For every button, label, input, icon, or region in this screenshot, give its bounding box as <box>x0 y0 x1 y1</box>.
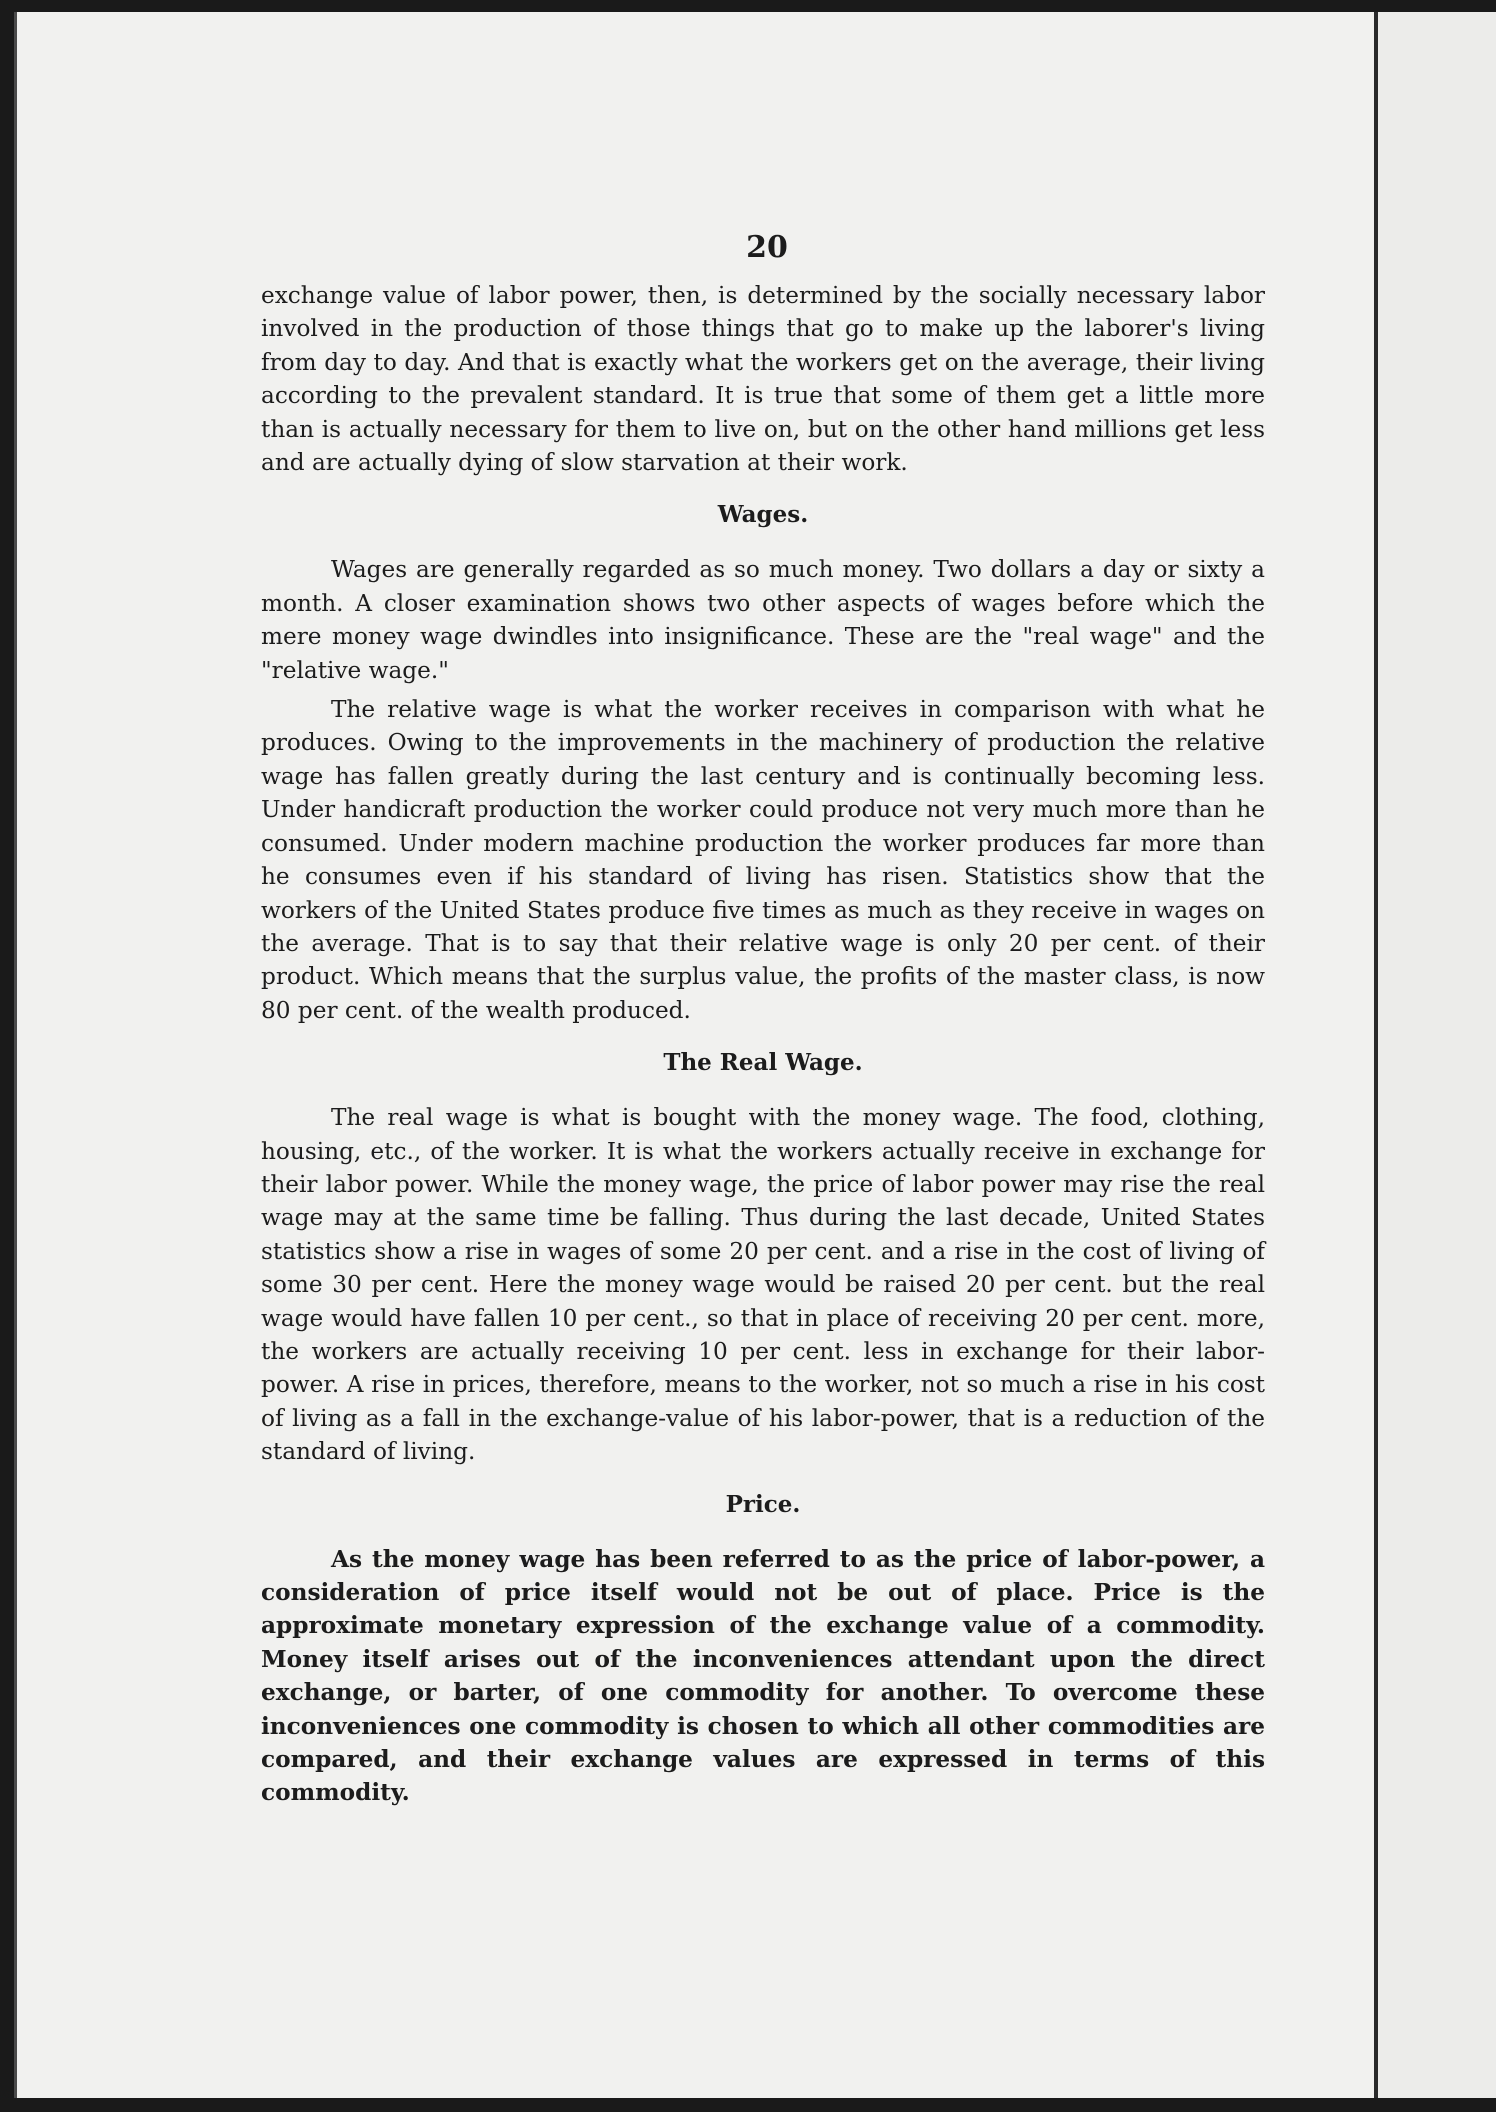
paragraph-price: As the money wage has been referred to as the price of labor-power, a consideration of price itself would not be out of place. Price is the approximate monetary expression of the exchange value of a commodity. Money itself arises out of the inconveniences attendant upon the direct exchange, or barter, of one commodity for another. To overcome these inconveniences one commodity is chosen to which all other commodities are compared, and their exchange values are expressed in terms of this commodity. <box>261 1545 1265 1807</box>
page-number: 20 <box>746 230 788 265</box>
paragraph-exchange-value: exchange value of labor power, then, is determined by the socially necessary labor involved in the production of those things that go to make up the laborer's living from day to day. And that is exactly what the workers get on the average, their living according to the prevalent standard. It is true that some of them get a little more than is actually necessary for them to live on, but on the other hand millions get less and are actually dying of slow starvation at their work. <box>261 282 1265 477</box>
scanned-page <box>14 12 1377 2098</box>
paragraph-wages: Wages are generally regarded as so much money. Two dollars a day or sixty a month. A closer examination shows two other aspects of wages before which the mere money wage dwindles into insignificance. These are the "real wage" and the "relative wage." <box>261 556 1265 684</box>
paragraph-relative-wage: The relative wage is what the worker receives in comparison with what he produces. Owing to the improvements in the machinery of production the relative wage has fallen greatly during the last century and is continually becoming less. Under handicraft production the worker could produce not very much more than he consumed. Under modern machine production the worker produces far more than he consumes even if his standard of living has risen. Statistics show that the workers of the United States produce five times as much as they receive in wages on the average. That is to say that their relative wage is only 20 per cent. of their product. Which means that the surplus value, the profits of the master class, is now 80 per cent. of the wealth produced. <box>261 696 1265 1024</box>
paragraph-real-wage: The real wage is what is bought with the money wage. The food, clothing, housing, etc., of the worker. It is what the workers actually receive in exchange for their labor power. While the money wage, the price of labor power may rise the real wage may at the same time be falling. Thus during the last decade, United States statistics show a rise in wages of some 20 per cent. and a rise in the cost of living of some 30 per cent. Here the money wage would be raised 20 per cent. but the real wage would have fallen 10 per cent., so that in place of receiving 20 per cent. more, the workers are actually receiving 10 per cent. less in exchange for their labor-power. A rise in prices, therefore, means to the worker, not so much a rise in his cost of living as a fall in the exchange-value of his labor-power, that is a reduction of the standard of living. <box>261 1104 1265 1466</box>
heading-real-wage: The Real Wage. <box>663 1049 863 1077</box>
heading-wages: Wages. <box>717 501 809 529</box>
adjacent-page-edge <box>1374 12 1496 2098</box>
heading-price: Price. <box>725 1490 801 1518</box>
page-text <box>261 230 1265 1810</box>
